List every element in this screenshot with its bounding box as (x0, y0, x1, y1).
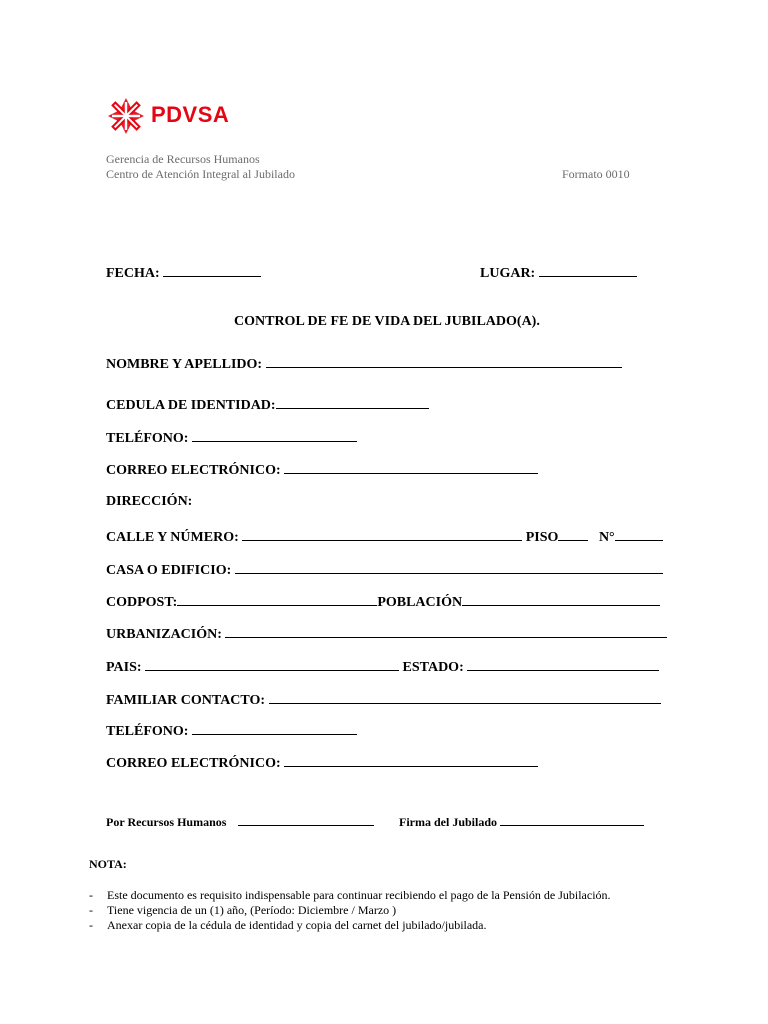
nombre-row (106, 354, 622, 374)
nota-bullet: - (89, 888, 93, 902)
nota-item-text: Tiene vigencia de un (1) año, (Período: Diciembre / Marzo ) (107, 903, 397, 917)
center-name: Centro de Atención Integral al Jubilado (106, 167, 295, 181)
nota-item (89, 918, 487, 933)
telefono2-row (106, 721, 357, 741)
pais-label: PAIS: (106, 660, 142, 675)
casa-row (106, 560, 663, 580)
cedula-input-line[interactable] (276, 395, 429, 409)
nota-bullet: - (89, 918, 93, 932)
estado-label: ESTADO: (402, 660, 464, 675)
nombre-label: NOMBRE Y APELLIDO: (106, 357, 263, 372)
poblacion-input-line[interactable] (462, 592, 660, 606)
brand-name: PDVSA (151, 102, 230, 127)
poblacion-label: POBLACIÓN (377, 595, 463, 610)
jubilado-signature-label: Firma del Jubilado (399, 815, 498, 829)
telefono-row (106, 428, 357, 448)
fecha-row (106, 263, 261, 283)
correo-label: CORREO ELECTRÓNICO: (106, 463, 281, 478)
nota-item (89, 903, 396, 918)
direccion-label: DIRECCIÓN: (106, 494, 193, 509)
rrhh-signature-line[interactable] (238, 814, 374, 826)
nota-item-text: Este documento es requisito indispensable para continuar recibiendo el pago de la Pensión de Jubilación. (107, 888, 611, 902)
codpost-label: CODPOST: (106, 595, 178, 610)
familiar-label: FAMILIAR CONTACTO: (106, 693, 266, 708)
jubilado-signature-row (399, 814, 644, 829)
codpost-input-line[interactable] (177, 592, 377, 606)
fecha-label: FECHA: (106, 266, 160, 281)
pais-row (106, 657, 659, 677)
telefono2-label: TELÉFONO: (106, 724, 189, 739)
correo-row (106, 460, 538, 480)
correo2-label: CORREO ELECTRÓNICO: (106, 756, 281, 771)
correo-input-line[interactable] (284, 460, 538, 474)
nombre-input-line[interactable] (266, 354, 622, 368)
rrhh-signature-label: Por Recursos Humanos (106, 815, 227, 829)
cedula-label: CEDULA DE IDENTIDAD: (106, 398, 276, 413)
urbanizacion-input-line[interactable] (225, 624, 667, 638)
piso-input-line[interactable] (558, 527, 588, 541)
casa-label: CASA O EDIFICIO: (106, 563, 232, 578)
telefono2-input-line[interactable] (192, 721, 357, 735)
nota-item-text: Anexar copia de la cédula de identidad y copia del carnet del jubilado/jubilada. (107, 918, 487, 932)
casa-input-line[interactable] (235, 560, 663, 574)
fecha-input-line[interactable] (163, 263, 261, 277)
correo2-row (106, 753, 538, 773)
estado-input-line[interactable] (467, 657, 659, 671)
telefono-input-line[interactable] (192, 428, 357, 442)
calle-input-line[interactable] (242, 527, 522, 541)
pdvsa-logo (106, 96, 240, 138)
codpost-row (106, 592, 660, 612)
familiar-input-line[interactable] (269, 690, 661, 704)
calle-row (106, 527, 663, 547)
rrhh-signature-row (106, 814, 374, 829)
numero-label: N° (598, 530, 615, 545)
format-code: Formato 0010 (562, 167, 630, 181)
urbanizacion-label: URBANIZACIÓN: (106, 627, 222, 642)
familiar-row (106, 690, 661, 710)
telefono-label: TELÉFONO: (106, 431, 189, 446)
piso-label: PISO (525, 530, 559, 545)
lugar-row (480, 263, 637, 283)
nota-item (89, 888, 611, 903)
urbanizacion-row (106, 624, 667, 644)
pdvsa-star-logo-icon (106, 96, 146, 136)
correo2-input-line[interactable] (284, 753, 538, 767)
jubilado-signature-line[interactable] (500, 814, 644, 826)
pais-input-line[interactable] (145, 657, 399, 671)
calle-label: CALLE Y NÚMERO: (106, 530, 239, 545)
department-name: Gerencia de Recursos Humanos (106, 152, 260, 166)
cedula-row (106, 395, 429, 415)
numero-input-line[interactable] (615, 527, 663, 541)
lugar-input-line[interactable] (539, 263, 637, 277)
nota-bullet: - (89, 903, 93, 917)
form-title: CONTROL DE FE DE VIDA DEL JUBILADO(A). (234, 314, 540, 329)
lugar-label: LUGAR: (480, 266, 536, 281)
nota-title: NOTA: (89, 857, 127, 871)
